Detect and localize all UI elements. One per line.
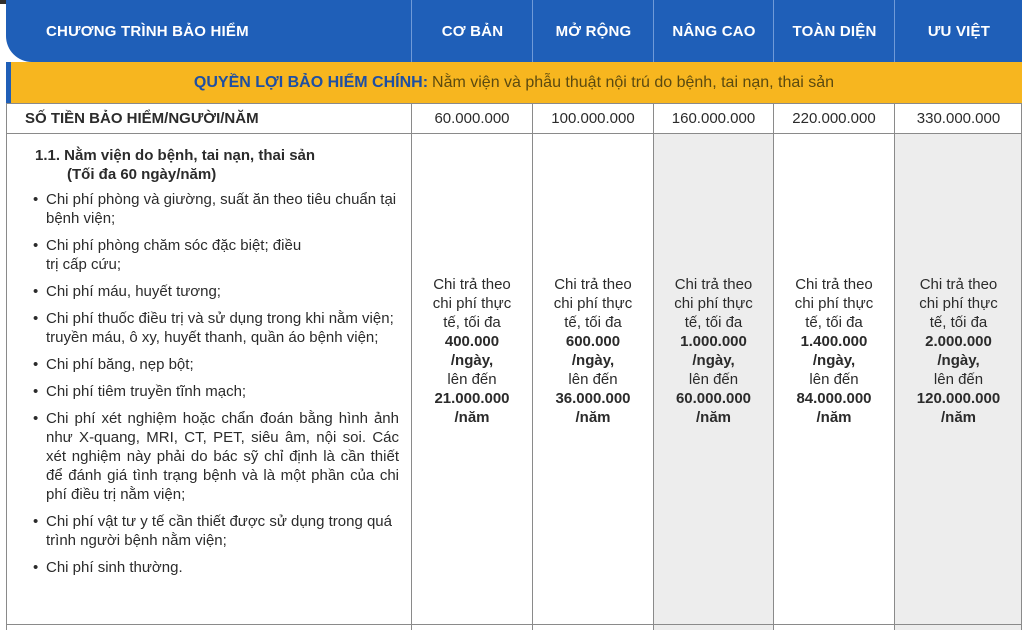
sum-insured-uu-viet: 330.000.000 [894, 103, 1022, 133]
plan-header-uu-viet: ƯU VIỆT [894, 0, 1022, 62]
benefit-text: chi phí thực [674, 295, 753, 312]
up-to-label: lên đến [568, 371, 618, 388]
insurance-table [6, 0, 1022, 630]
table-body [6, 103, 1022, 630]
list-item: • Chi phí vật tư y tế cần thiết được sử dụng trong quá trình người bệnh nằm viện; [35, 512, 399, 550]
list-item: • Chi phí thuốc điều trị và sử dụng trong khi nằm viện; truyền máu, ô xy, huyết thanh, quần áo bệnh viện; [35, 309, 399, 347]
list-item: • Chi phí máu, huyết tương; [35, 282, 399, 301]
up-to-label: lên đến [688, 371, 739, 388]
per-year-label: /năm [575, 409, 611, 426]
per-day-label: /ngày, [937, 352, 980, 369]
section-title: 1.1. Nằm viện do bệnh, tai nạn, thai sản [35, 147, 316, 164]
daily-limit: 400.000 [444, 333, 500, 350]
banner-left-edge [6, 62, 11, 103]
up-to-label: lên đến [933, 371, 984, 388]
banner-lead: QUYỀN LỢI BẢO HIỂM CHÍNH: [193, 73, 429, 91]
sum-insured-toan-dien: 220.000.000 [773, 103, 894, 133]
main-benefit-banner [6, 62, 1022, 103]
benefit-mo-rong [532, 133, 653, 630]
table-header [6, 0, 1022, 62]
benefit-toan-dien [773, 133, 894, 630]
per-day-label: /ngày, [692, 352, 735, 369]
list-item: • Chi phí phòng chăm sóc đặc biệt; điều trị cấp cứu; [35, 236, 399, 274]
coverage-list [35, 190, 399, 577]
daily-limit: 1.000.000 [680, 333, 747, 350]
daily-limit: 1.400.000 [800, 333, 868, 350]
sum-insured-nang-cao: 160.000.000 [653, 103, 773, 133]
plan-header-co-ban: CƠ BẢN [411, 0, 533, 62]
yearly-limit: 60.000.000 [675, 390, 752, 407]
benefit-uu-viet [894, 133, 1022, 630]
list-item: • Chi phí sinh thường. [35, 558, 399, 577]
per-year-label: /năm [695, 409, 731, 426]
benefit-text: chi phí thực [919, 295, 998, 312]
benefit-text: Chi trả theo [674, 276, 753, 293]
program-header: CHƯƠNG TRÌNH BẢO HIỂM [46, 22, 249, 40]
benefit-text: chi phí thực [553, 295, 633, 312]
benefit-text: Chi trả theo [795, 276, 873, 293]
benefit-text: Chi trả theo [919, 276, 998, 293]
daily-limit: 600.000 [565, 333, 621, 350]
benefit-text: Chi trả theo [554, 276, 632, 293]
benefit-text: Chi trả theo [433, 276, 511, 293]
plan-header-mo-rong: MỞ RỘNG [532, 0, 654, 62]
per-year-label: /năm [940, 409, 976, 426]
table-bottom-border [6, 624, 1022, 625]
sum-insured-co-ban: 60.000.000 [411, 103, 532, 133]
benefit-text: tế, tối đa [564, 314, 622, 331]
yearly-limit: 36.000.000 [555, 390, 631, 407]
yearly-limit: 120.000.000 [916, 390, 1001, 407]
daily-limit: 2.000.000 [925, 333, 992, 350]
benefit-text: chi phí thực [432, 295, 512, 312]
sum-insured-mo-rong: 100.000.000 [532, 103, 653, 133]
up-to-label: lên đến [447, 371, 497, 388]
sum-insured-label: SỐ TIỀN BẢO HIỂM/NGƯỜI/NĂM [6, 103, 411, 133]
list-item: • Chi phí tiêm truyền tĩnh mạch; [35, 382, 399, 401]
plan-header-toan-dien: TOÀN DIỆN [773, 0, 895, 62]
list-item: • Chi phí xét nghiệm hoặc chẩn đoán bằng hình ảnh như X-quang, MRI, CT, PET, siêu âm, nội soi. Các xét nghiệm này phải do bác sỹ chỉ định là cần thiết để đánh giá tình trạng bệnh và là một phần của chi phí điều trị nằm viện; [35, 409, 399, 504]
benefit-co-ban [411, 133, 532, 630]
benefit-text: tế, tối đa [684, 314, 743, 331]
plan-header-nang-cao: NÂNG CAO [653, 0, 774, 62]
benefit-text: tế, tối đa [929, 314, 988, 331]
per-day-label: /ngày, [450, 352, 494, 369]
sum-insured-row [6, 103, 1022, 133]
coverage-description [6, 133, 411, 630]
up-to-label: lên đến [809, 371, 859, 388]
per-day-label: /ngày, [812, 352, 856, 369]
benefit-nang-cao [653, 133, 773, 630]
yearly-limit: 21.000.000 [434, 390, 510, 407]
list-item: • Chi phí phòng và giường, suất ăn theo tiêu chuẩn tại bệnh viện; [35, 190, 399, 228]
per-year-label: /năm [816, 409, 852, 426]
yearly-limit: 84.000.000 [796, 390, 872, 407]
benefit-text: tế, tối đa [805, 314, 863, 331]
per-year-label: /năm [454, 409, 490, 426]
list-item: • Chi phí băng, nẹp bột; [35, 355, 399, 374]
benefit-text: tế, tối đa [443, 314, 501, 331]
section-subtitle: (Tối đa 60 ngày/năm) [67, 166, 217, 183]
benefit-text: chi phí thực [794, 295, 874, 312]
banner-text: Nằm viện và phẫu thuật nội trú do bệnh, tai nạn, thai sản [432, 73, 835, 91]
per-day-label: /ngày, [571, 352, 615, 369]
